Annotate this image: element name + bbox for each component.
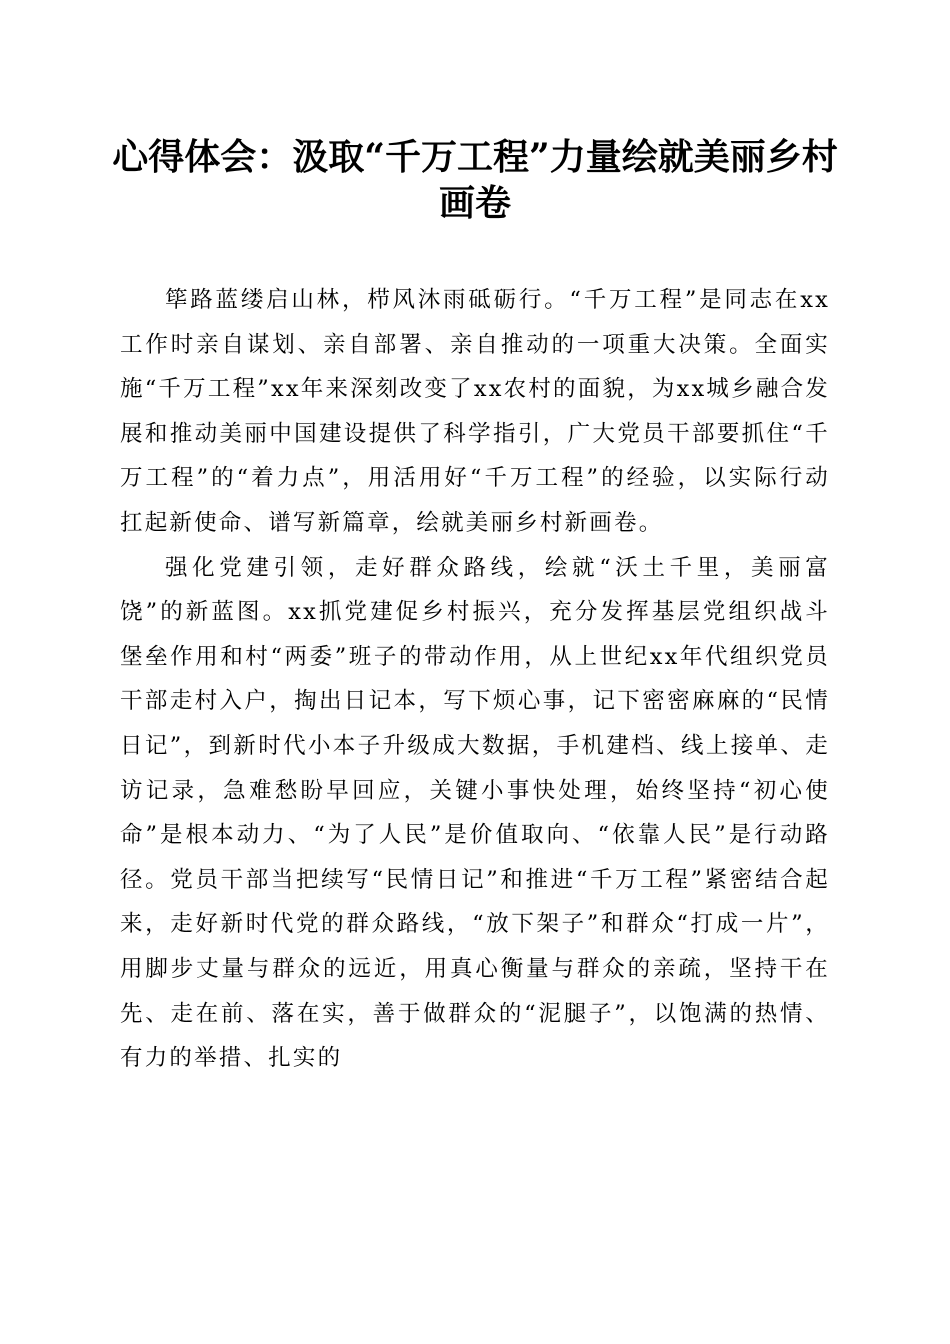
paragraph-party-building: 强化党建引领，走好群众路线，绘就“沃土千里，美丽富饶”的新蓝图。xx抓党建促乡村振兴，充分发挥基层党组织战斗堡垒作用和村“两委”班子的带动作用，从上世纪xx年代组织党员干部走村入户，掏出日记本，写下烦心事，记下密密麻麻的“民情日记”，到新时代小本子升级成大数据，手机建档、线上接单、走访记录，急难愁盼早回应，关键小事快处理，始终坚持“初心使命”是根本动力、“为了人民”是价值取向、“依靠人民”是行动路径。党员干部当把续写“民情日记”和推进“千万工程”紧密结合起来，走好新时代党的群众路线，“放下架子”和群众“打成一片”，用脚步丈量与群众的远近，用真心衡量与群众的亲疏，坚持干在先、走在前、落在实，善于做群众的“泥腿子”，以饱满的热情、有力的举措、扎实的 <box>120 554 830 1072</box>
paragraph-intro: 筚路蓝缕启山林，栉风沐雨砥砺行。“千万工程”是同志在xx工作时亲自谋划、亲自部署、亲自推动的一项重大决策。全面实施“千万工程”xx年来深刻改变了xx农村的面貌，为xx城乡融合发展和推动美丽中国建设提供了科学指引，广大党员干部要抓住“千万工程”的“着力点”，用活用好“千万工程”的经验，以实际行动扛起新使命、谱写新篇章，绘就美丽乡村新画卷。 <box>120 287 830 536</box>
document-title: 心得体会：汲取“千万工程”力量绘就美丽乡村画卷 <box>112 136 838 224</box>
document-body <box>120 278 830 1081</box>
